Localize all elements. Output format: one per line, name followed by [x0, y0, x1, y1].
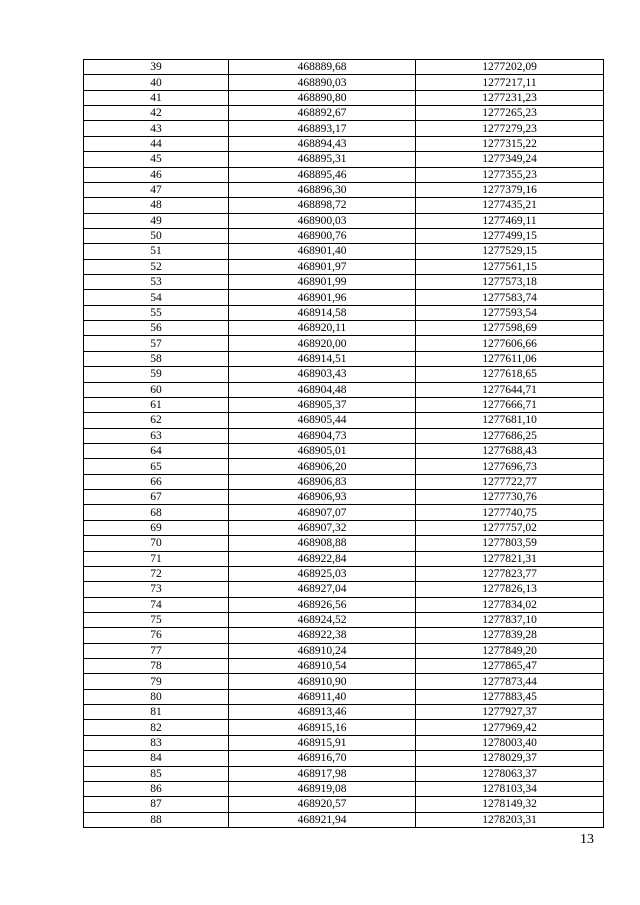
point-number-cell: 69 [84, 520, 229, 535]
table-row [84, 213, 604, 228]
table-row [84, 121, 604, 136]
y-coordinate-cell: 1277265,23 [416, 106, 604, 121]
table-row [84, 152, 604, 167]
x-coordinate-cell: 468896,30 [229, 182, 416, 197]
y-coordinate-cell: 1277837,10 [416, 612, 604, 627]
x-coordinate-cell: 468901,99 [229, 275, 416, 290]
y-coordinate-cell: 1277849,20 [416, 643, 604, 658]
point-number-cell: 82 [84, 720, 229, 735]
point-number-cell: 74 [84, 597, 229, 612]
table-row [84, 505, 604, 520]
table-row [84, 413, 604, 428]
y-coordinate-cell: 1277561,15 [416, 259, 604, 274]
table-row [84, 812, 604, 827]
y-coordinate-cell: 1277883,45 [416, 689, 604, 704]
y-coordinate-cell: 1277529,15 [416, 244, 604, 259]
y-coordinate-cell: 1277499,15 [416, 228, 604, 243]
point-number-cell: 47 [84, 182, 229, 197]
y-coordinate-cell: 1277696,73 [416, 459, 604, 474]
y-coordinate-cell: 1277666,71 [416, 397, 604, 412]
x-coordinate-cell: 468914,51 [229, 351, 416, 366]
x-coordinate-cell: 468893,17 [229, 121, 416, 136]
x-coordinate-cell: 468900,76 [229, 228, 416, 243]
point-number-cell: 41 [84, 90, 229, 105]
y-coordinate-cell: 1277583,74 [416, 290, 604, 305]
point-number-cell: 49 [84, 213, 229, 228]
point-number-cell: 45 [84, 152, 229, 167]
table-row [84, 382, 604, 397]
x-coordinate-cell: 468904,48 [229, 382, 416, 397]
x-coordinate-cell: 468901,96 [229, 290, 416, 305]
table-row [84, 459, 604, 474]
table-row [84, 397, 604, 412]
x-coordinate-cell: 468921,94 [229, 812, 416, 827]
point-number-cell: 88 [84, 812, 229, 827]
x-coordinate-cell: 468920,11 [229, 321, 416, 336]
x-coordinate-cell: 468916,70 [229, 751, 416, 766]
x-coordinate-cell: 468910,90 [229, 674, 416, 689]
x-coordinate-cell: 468922,84 [229, 551, 416, 566]
y-coordinate-cell: 1277873,44 [416, 674, 604, 689]
x-coordinate-cell: 468901,40 [229, 244, 416, 259]
x-coordinate-cell: 468895,46 [229, 167, 416, 182]
table-row [84, 735, 604, 750]
y-coordinate-cell: 1277730,76 [416, 490, 604, 505]
table-row [84, 781, 604, 796]
y-coordinate-cell: 1278063,37 [416, 766, 604, 781]
y-coordinate-cell: 1277686,25 [416, 428, 604, 443]
point-number-cell: 79 [84, 674, 229, 689]
table-row [84, 536, 604, 551]
y-coordinate-cell: 1277379,16 [416, 182, 604, 197]
point-number-cell: 85 [84, 766, 229, 781]
y-coordinate-cell: 1277803,59 [416, 536, 604, 551]
x-coordinate-cell: 468889,68 [229, 60, 416, 75]
point-number-cell: 50 [84, 228, 229, 243]
point-number-cell: 71 [84, 551, 229, 566]
point-number-cell: 64 [84, 443, 229, 458]
x-coordinate-cell: 468910,54 [229, 659, 416, 674]
table-row [84, 75, 604, 90]
y-coordinate-cell: 1277839,28 [416, 628, 604, 643]
x-coordinate-cell: 468924,52 [229, 612, 416, 627]
table-row [84, 367, 604, 382]
x-coordinate-cell: 468890,03 [229, 75, 416, 90]
point-number-cell: 70 [84, 536, 229, 551]
point-number-cell: 81 [84, 705, 229, 720]
table-row [84, 244, 604, 259]
coordinates-table-body [84, 60, 604, 828]
table-row [84, 321, 604, 336]
x-coordinate-cell: 468911,40 [229, 689, 416, 704]
point-number-cell: 80 [84, 689, 229, 704]
x-coordinate-cell: 468906,83 [229, 474, 416, 489]
table-row [84, 228, 604, 243]
point-number-cell: 78 [84, 659, 229, 674]
x-coordinate-cell: 468907,32 [229, 520, 416, 535]
y-coordinate-cell: 1277681,10 [416, 413, 604, 428]
y-coordinate-cell: 1277821,31 [416, 551, 604, 566]
table-row [84, 182, 604, 197]
table-row [84, 428, 604, 443]
table-row [84, 290, 604, 305]
y-coordinate-cell: 1277927,37 [416, 705, 604, 720]
y-coordinate-cell: 1277435,21 [416, 198, 604, 213]
point-number-cell: 62 [84, 413, 229, 428]
x-coordinate-cell: 468927,04 [229, 582, 416, 597]
x-coordinate-cell: 468920,57 [229, 797, 416, 812]
point-number-cell: 67 [84, 490, 229, 505]
point-number-cell: 39 [84, 60, 229, 75]
x-coordinate-cell: 468915,91 [229, 735, 416, 750]
table-row [84, 259, 604, 274]
point-number-cell: 86 [84, 781, 229, 796]
table-row [84, 305, 604, 320]
point-number-cell: 56 [84, 321, 229, 336]
table-row [84, 597, 604, 612]
point-number-cell: 61 [84, 397, 229, 412]
point-number-cell: 87 [84, 797, 229, 812]
x-coordinate-cell: 468895,31 [229, 152, 416, 167]
page-number: 13 [580, 832, 594, 847]
table-row [84, 582, 604, 597]
table-row [84, 566, 604, 581]
x-coordinate-cell: 468920,00 [229, 336, 416, 351]
x-coordinate-cell: 468926,56 [229, 597, 416, 612]
point-number-cell: 54 [84, 290, 229, 305]
point-number-cell: 76 [84, 628, 229, 643]
y-coordinate-cell: 1277593,54 [416, 305, 604, 320]
table-row [84, 720, 604, 735]
y-coordinate-cell: 1277826,13 [416, 582, 604, 597]
x-coordinate-cell: 468915,16 [229, 720, 416, 735]
x-coordinate-cell: 468922,38 [229, 628, 416, 643]
y-coordinate-cell: 1277349,24 [416, 152, 604, 167]
y-coordinate-cell: 1277757,02 [416, 520, 604, 535]
point-number-cell: 55 [84, 305, 229, 320]
table-row [84, 60, 604, 75]
table-row [84, 659, 604, 674]
point-number-cell: 43 [84, 121, 229, 136]
table-row [84, 766, 604, 781]
x-coordinate-cell: 468894,43 [229, 136, 416, 151]
x-coordinate-cell: 468900,03 [229, 213, 416, 228]
point-number-cell: 66 [84, 474, 229, 489]
x-coordinate-cell: 468910,24 [229, 643, 416, 658]
table-row [84, 336, 604, 351]
table-row [84, 551, 604, 566]
table-row [84, 474, 604, 489]
table-row [84, 705, 604, 720]
table-row [84, 106, 604, 121]
table-row [84, 90, 604, 105]
table-row [84, 689, 604, 704]
table-row [84, 674, 604, 689]
y-coordinate-cell: 1277469,11 [416, 213, 604, 228]
x-coordinate-cell: 468919,08 [229, 781, 416, 796]
x-coordinate-cell: 468892,67 [229, 106, 416, 121]
y-coordinate-cell: 1277688,43 [416, 443, 604, 458]
point-number-cell: 46 [84, 167, 229, 182]
point-number-cell: 75 [84, 612, 229, 627]
point-number-cell: 84 [84, 751, 229, 766]
x-coordinate-cell: 468901,97 [229, 259, 416, 274]
y-coordinate-cell: 1277315,22 [416, 136, 604, 151]
x-coordinate-cell: 468914,58 [229, 305, 416, 320]
x-coordinate-cell: 468890,80 [229, 90, 416, 105]
x-coordinate-cell: 468898,72 [229, 198, 416, 213]
point-number-cell: 73 [84, 582, 229, 597]
y-coordinate-cell: 1277573,18 [416, 275, 604, 290]
y-coordinate-cell: 1278149,32 [416, 797, 604, 812]
point-number-cell: 60 [84, 382, 229, 397]
y-coordinate-cell: 1277279,23 [416, 121, 604, 136]
x-coordinate-cell: 468905,44 [229, 413, 416, 428]
table-row [84, 612, 604, 627]
point-number-cell: 83 [84, 735, 229, 750]
point-number-cell: 53 [84, 275, 229, 290]
y-coordinate-cell: 1277231,23 [416, 90, 604, 105]
x-coordinate-cell: 468907,07 [229, 505, 416, 520]
point-number-cell: 77 [84, 643, 229, 658]
y-coordinate-cell: 1277834,02 [416, 597, 604, 612]
y-coordinate-cell: 1278029,37 [416, 751, 604, 766]
y-coordinate-cell: 1277598,69 [416, 321, 604, 336]
point-number-cell: 63 [84, 428, 229, 443]
y-coordinate-cell: 1277618,65 [416, 367, 604, 382]
table-row [84, 628, 604, 643]
x-coordinate-cell: 468906,20 [229, 459, 416, 474]
x-coordinate-cell: 468913,46 [229, 705, 416, 720]
x-coordinate-cell: 468903,43 [229, 367, 416, 382]
x-coordinate-cell: 468908,88 [229, 536, 416, 551]
y-coordinate-cell: 1277611,06 [416, 351, 604, 366]
y-coordinate-cell: 1277217,11 [416, 75, 604, 90]
table-row [84, 351, 604, 366]
table-row [84, 198, 604, 213]
y-coordinate-cell: 1277865,47 [416, 659, 604, 674]
point-number-cell: 52 [84, 259, 229, 274]
coordinates-table [83, 59, 604, 828]
x-coordinate-cell: 468905,37 [229, 397, 416, 412]
table-row [84, 751, 604, 766]
point-number-cell: 48 [84, 198, 229, 213]
table-row [84, 275, 604, 290]
point-number-cell: 40 [84, 75, 229, 90]
y-coordinate-cell: 1277969,42 [416, 720, 604, 735]
table-row [84, 520, 604, 535]
y-coordinate-cell: 1277202,09 [416, 60, 604, 75]
point-number-cell: 42 [84, 106, 229, 121]
y-coordinate-cell: 1277355,23 [416, 167, 604, 182]
y-coordinate-cell: 1277722,77 [416, 474, 604, 489]
table-row [84, 490, 604, 505]
table-row [84, 643, 604, 658]
table-row [84, 443, 604, 458]
y-coordinate-cell: 1278003,40 [416, 735, 604, 750]
x-coordinate-cell: 468905,01 [229, 443, 416, 458]
point-number-cell: 44 [84, 136, 229, 151]
x-coordinate-cell: 468925,03 [229, 566, 416, 581]
y-coordinate-cell: 1277606,66 [416, 336, 604, 351]
y-coordinate-cell: 1278103,34 [416, 781, 604, 796]
point-number-cell: 51 [84, 244, 229, 259]
y-coordinate-cell: 1277823,77 [416, 566, 604, 581]
x-coordinate-cell: 468917,98 [229, 766, 416, 781]
y-coordinate-cell: 1278203,31 [416, 812, 604, 827]
table-row [84, 797, 604, 812]
y-coordinate-cell: 1277644,71 [416, 382, 604, 397]
point-number-cell: 59 [84, 367, 229, 382]
point-number-cell: 58 [84, 351, 229, 366]
point-number-cell: 68 [84, 505, 229, 520]
point-number-cell: 57 [84, 336, 229, 351]
point-number-cell: 72 [84, 566, 229, 581]
table-row [84, 167, 604, 182]
table-row [84, 136, 604, 151]
y-coordinate-cell: 1277740,75 [416, 505, 604, 520]
x-coordinate-cell: 468906,93 [229, 490, 416, 505]
x-coordinate-cell: 468904,73 [229, 428, 416, 443]
point-number-cell: 65 [84, 459, 229, 474]
